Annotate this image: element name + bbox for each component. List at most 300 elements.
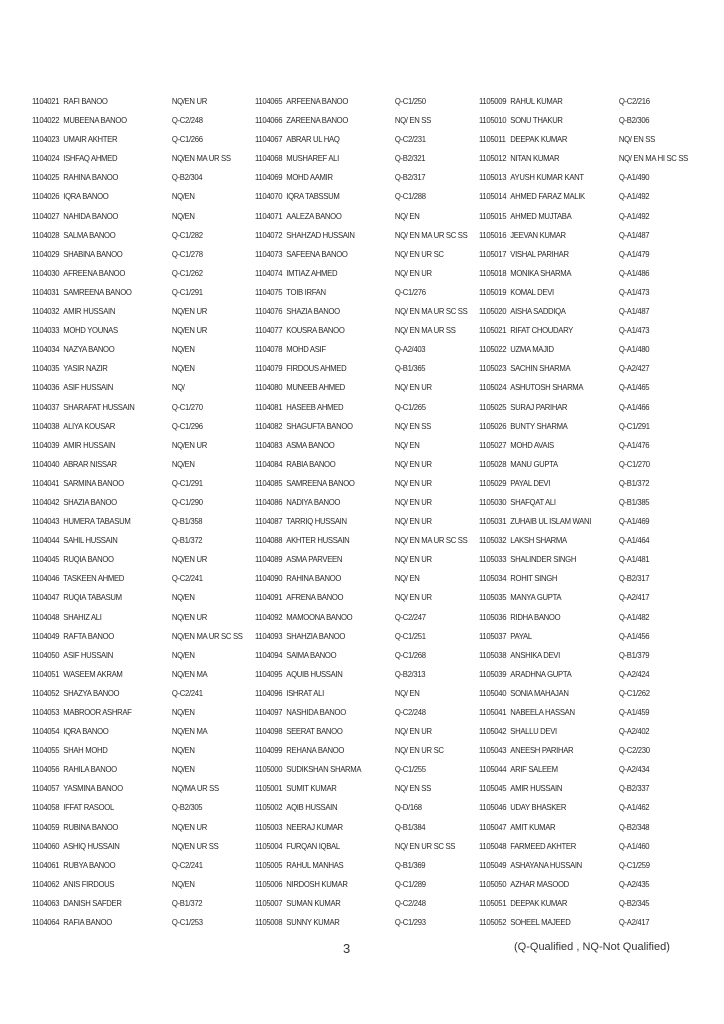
candidate-name: LAKSH SHARMA bbox=[510, 535, 567, 546]
result-status: Q-C1/268 bbox=[394, 649, 426, 660]
result-status: NQ/ EN bbox=[394, 573, 420, 584]
result-status: Q-B1/372 bbox=[618, 477, 650, 488]
candidate-id: 1104026 bbox=[32, 191, 60, 202]
candidate-id: 1104055 bbox=[32, 745, 60, 756]
result-status: NQ/ EN SS bbox=[394, 115, 431, 126]
candidate-id: 1105006 bbox=[255, 878, 283, 889]
result-status: Q-C2/248 bbox=[394, 707, 426, 717]
candidate-name: RUBYA BANOO bbox=[63, 859, 116, 870]
result-status: NQ/ EN UR SC bbox=[394, 745, 444, 756]
candidate-id: 1104050 bbox=[32, 649, 60, 660]
candidate-id: 1104024 bbox=[32, 153, 60, 164]
result-status: NQ/EN bbox=[171, 363, 195, 374]
candidate-name: JEEVAN KUMAR bbox=[510, 229, 566, 240]
candidate-id: 1104083 bbox=[255, 439, 283, 450]
candidate-id: 1104099 bbox=[255, 745, 283, 756]
result-status: Q-A1/476 bbox=[618, 439, 650, 450]
candidate-id: 1105029 bbox=[479, 477, 507, 488]
candidate-id: 1105002 bbox=[255, 802, 283, 813]
candidate-name: MOHD ASIF bbox=[286, 344, 326, 355]
candidate-id: 1104021 bbox=[32, 96, 60, 106]
result-status: Q-C2/241 bbox=[171, 573, 203, 584]
candidate-id: 1105018 bbox=[479, 267, 507, 278]
candidate-name: SACHIN SHARMA bbox=[510, 363, 571, 374]
candidate-name: NAHIDA BANOO bbox=[63, 210, 119, 221]
result-status: NQ/ EN UR bbox=[394, 592, 432, 603]
candidate-id: 1104088 bbox=[255, 535, 283, 546]
candidate-id: 1104086 bbox=[255, 496, 283, 507]
candidate-id: 1104095 bbox=[255, 668, 283, 679]
candidate-name: DEEPAK KUMAR bbox=[510, 897, 568, 908]
candidate-id: 1105023 bbox=[479, 363, 507, 374]
candidate-id: 1105047 bbox=[479, 821, 507, 832]
candidate-name: SONU THAKUR bbox=[510, 115, 563, 126]
candidate-name: SHALINDER SINGH bbox=[510, 554, 577, 565]
result-status: Q-C2/248 bbox=[171, 115, 203, 126]
candidate-name: AALEZA BANOO bbox=[286, 210, 342, 221]
candidate-name: NADIYA BANOO bbox=[286, 496, 341, 507]
candidate-id: 1105026 bbox=[479, 420, 507, 431]
candidate-id: 1104032 bbox=[32, 306, 60, 317]
candidate-name: MUSHAREF ALI bbox=[286, 153, 339, 164]
candidate-name: SAHIL HUSSAIN bbox=[63, 535, 118, 546]
candidate-name: BUNTY SHARMA bbox=[510, 420, 568, 431]
candidate-name: ISHRAT ALI bbox=[286, 687, 324, 698]
result-status: NQ/EN bbox=[171, 649, 195, 660]
candidate-name: AFREENA BANOO bbox=[63, 267, 126, 278]
result-status: Q-A2/427 bbox=[618, 363, 650, 374]
candidate-id: 1105028 bbox=[479, 458, 507, 469]
candidate-name: UDAY BHASKER bbox=[510, 802, 567, 813]
result-status: NQ/ EN SS bbox=[618, 134, 655, 145]
candidate-name: MUBEENA BANOO bbox=[63, 115, 127, 126]
candidate-id: 1105016 bbox=[479, 229, 507, 240]
candidate-name: RAHUL MANHAS bbox=[286, 859, 344, 870]
candidate-name: MANU GUPTA bbox=[510, 458, 558, 469]
candidate-name: ASHAYANA HUSSAIN bbox=[510, 859, 582, 870]
candidate-name: ZUHAIB UL ISLAM WANI bbox=[510, 516, 592, 527]
candidate-name: ASHIQ HUSSAIN bbox=[63, 840, 120, 851]
candidate-id: 1105046 bbox=[479, 802, 507, 813]
result-status: Q-B2/345 bbox=[618, 897, 650, 908]
result-status: Q-A1/473 bbox=[618, 286, 650, 297]
candidate-id: 1105030 bbox=[479, 496, 507, 507]
candidate-name: RAFTA BANOO bbox=[63, 630, 114, 641]
candidate-id: 1104041 bbox=[32, 477, 60, 488]
candidate-name: SHAHIZ ALI bbox=[63, 611, 102, 622]
candidate-id: 1105043 bbox=[479, 745, 507, 756]
candidate-id: 1104062 bbox=[32, 878, 60, 889]
candidate-id: 1104066 bbox=[255, 115, 283, 126]
candidate-id: 1104065 bbox=[255, 96, 283, 106]
candidate-name: MOHD YOUNAS bbox=[63, 325, 118, 336]
candidate-name: RAFIA BANOO bbox=[63, 917, 112, 928]
candidate-id: 1104030 bbox=[32, 267, 60, 278]
candidate-name: IQRA BANOO bbox=[63, 726, 109, 737]
candidate-id: 1104054 bbox=[32, 726, 60, 737]
candidate-name: UZMA MAJID bbox=[510, 344, 554, 355]
candidate-id: 1104029 bbox=[32, 248, 60, 259]
candidate-name: IFFAT RASOOL bbox=[63, 802, 114, 813]
candidate-name: SHAZYA BANOO bbox=[63, 687, 120, 698]
candidate-id: 1104058 bbox=[32, 802, 60, 813]
candidate-id: 1104061 bbox=[32, 859, 60, 870]
candidate-id: 1105031 bbox=[479, 516, 507, 527]
candidate-id: 1105003 bbox=[255, 821, 283, 832]
candidate-name: ASMA BANOO bbox=[286, 439, 335, 450]
result-status: Q-C1/251 bbox=[394, 630, 426, 641]
result-status: Q-B1/358 bbox=[171, 516, 203, 527]
candidate-name: ASIF HUSSAIN bbox=[63, 649, 113, 660]
result-status: Q-A1/480 bbox=[618, 344, 650, 355]
candidate-id: 1105036 bbox=[479, 611, 507, 622]
result-status: Q-A2/403 bbox=[394, 344, 426, 355]
candidate-id: 1105045 bbox=[479, 783, 507, 794]
candidate-name: ARIF SALEEM bbox=[510, 764, 558, 775]
candidate-name: ARFEENA BANOO bbox=[286, 96, 349, 106]
candidate-name: ISHFAQ AHMED bbox=[63, 153, 118, 164]
candidate-name: TASKEEN AHMED bbox=[63, 573, 125, 584]
result-status: NQ/ EN UR bbox=[394, 516, 432, 527]
candidate-name: SAMREENA BANOO bbox=[63, 286, 132, 297]
result-status: NQ/EN MA UR SC SS bbox=[171, 630, 243, 641]
candidate-id: 1104027 bbox=[32, 210, 60, 221]
result-status: Q-B1/385 bbox=[618, 496, 650, 507]
candidate-id: 1104052 bbox=[32, 687, 60, 698]
result-status: Q-C1/255 bbox=[394, 764, 426, 775]
candidate-id: 1104091 bbox=[255, 592, 283, 603]
result-status: Q-A2/402 bbox=[618, 726, 650, 737]
result-status: Q-A1/473 bbox=[618, 325, 650, 336]
result-status: Q-B2/313 bbox=[394, 668, 426, 679]
candidate-name: AQIB HUSSAIN bbox=[286, 802, 338, 813]
candidate-name: ABRAR UL HAQ bbox=[286, 134, 340, 145]
candidate-id: 1105012 bbox=[479, 153, 507, 164]
candidate-id: 1104034 bbox=[32, 344, 60, 355]
candidate-name: IQRA BANOO bbox=[63, 191, 109, 202]
result-status: Q-A1/479 bbox=[618, 248, 650, 259]
candidate-name: IQRA TABSSUM bbox=[286, 191, 340, 202]
candidate-id: 1105013 bbox=[479, 172, 507, 183]
candidate-id: 1105041 bbox=[479, 707, 507, 717]
candidate-id: 1104025 bbox=[32, 172, 60, 183]
candidate-id: 1104081 bbox=[255, 401, 283, 412]
candidate-name: TARRIQ HUSSAIN bbox=[286, 516, 347, 527]
candidate-name: KOUSRA BANOO bbox=[286, 325, 345, 336]
candidate-name: ASHUTOSH SHARMA bbox=[510, 382, 584, 393]
candidate-id: 1105037 bbox=[479, 630, 507, 641]
candidate-name: KOMAL DEVI bbox=[510, 286, 554, 297]
candidate-id: 1105040 bbox=[479, 687, 507, 698]
candidate-name: SEERAT BANOO bbox=[286, 726, 343, 737]
result-status: Q-A1/459 bbox=[618, 707, 650, 717]
candidate-id: 1105011 bbox=[479, 134, 506, 145]
result-status: Q-C1/291 bbox=[171, 477, 203, 488]
candidate-id: 1105034 bbox=[479, 573, 507, 584]
candidate-id: 1104043 bbox=[32, 516, 60, 527]
candidate-name: SHAGUFTA BANOO bbox=[286, 420, 353, 431]
candidate-name: DANISH SAFDER bbox=[63, 897, 122, 908]
result-status: Q-C1/289 bbox=[394, 878, 426, 889]
candidate-name: PAYAL DEVI bbox=[510, 477, 551, 488]
result-status: NQ/EN UR bbox=[171, 96, 207, 106]
result-status: NQ/ EN SS bbox=[394, 783, 431, 794]
result-status: Q-A1/492 bbox=[618, 210, 650, 221]
candidate-id: 1104096 bbox=[255, 687, 283, 698]
result-status: Q-C1/270 bbox=[171, 401, 203, 412]
candidate-id: 1105019 bbox=[479, 286, 507, 297]
candidate-id: 1104079 bbox=[255, 363, 283, 374]
candidate-id: 1105005 bbox=[255, 859, 283, 870]
candidate-name: SHALLU DEVI bbox=[510, 726, 557, 737]
candidate-id: 1104049 bbox=[32, 630, 60, 641]
candidate-id: 1105051 bbox=[479, 897, 507, 908]
candidate-name: RABIA BANOO bbox=[286, 458, 336, 469]
result-status: NQ/ EN bbox=[394, 439, 420, 450]
result-status: NQ/EN UR bbox=[171, 554, 207, 565]
result-status: NQ/ bbox=[171, 382, 185, 393]
result-status: Q-A1/465 bbox=[618, 382, 650, 393]
candidate-name: NEERAJ KUMAR bbox=[286, 821, 343, 832]
result-status: NQ/ EN UR bbox=[394, 496, 432, 507]
result-status: Q-B2/317 bbox=[618, 573, 650, 584]
candidate-name: RAHINA BANOO bbox=[63, 172, 119, 183]
candidate-name: RAHUL KUMAR bbox=[510, 96, 563, 106]
candidate-id: 1105022 bbox=[479, 344, 507, 355]
candidate-name: HUMERA TABASUM bbox=[63, 516, 131, 527]
result-status: Q-C1/265 bbox=[394, 401, 426, 412]
result-status: Q-B2/321 bbox=[394, 153, 426, 164]
candidate-name: PAYAL bbox=[510, 630, 532, 641]
candidate-id: 1104038 bbox=[32, 420, 60, 431]
candidate-name: SAIMA BANOO bbox=[286, 649, 337, 660]
candidate-id: 1105014 bbox=[479, 191, 507, 202]
candidate-name: SOHEEL MAJEED bbox=[510, 917, 571, 928]
candidate-id: 1104045 bbox=[32, 554, 60, 565]
result-status: Q-A1/469 bbox=[618, 516, 650, 527]
candidate-id: 1104028 bbox=[32, 229, 60, 240]
result-status: Q-B1/369 bbox=[394, 859, 426, 870]
candidate-name: SHAZIA BANOO bbox=[63, 496, 117, 507]
candidate-id: 1105000 bbox=[255, 764, 283, 775]
candidate-name: NAZYA BANOO bbox=[63, 344, 115, 355]
candidate-name: SHARAFAT HUSSAIN bbox=[63, 401, 135, 412]
result-status: NQ/ EN MA HI SC SS bbox=[618, 153, 688, 164]
candidate-id: 1105052 bbox=[479, 917, 507, 928]
result-status: Q-A1/460 bbox=[618, 840, 650, 851]
candidate-name: IMTIAZ AHMED bbox=[286, 267, 338, 278]
candidate-id: 1105050 bbox=[479, 878, 507, 889]
candidate-id: 1104080 bbox=[255, 382, 283, 393]
result-status: Q-C1/288 bbox=[394, 191, 426, 202]
candidate-name: ROHIT SINGH bbox=[510, 573, 558, 584]
candidate-id: 1105032 bbox=[479, 535, 507, 546]
candidate-id: 1104068 bbox=[255, 153, 283, 164]
candidate-id: 1104039 bbox=[32, 439, 60, 450]
candidate-name: AQUIB HUSSAIN bbox=[286, 668, 343, 679]
result-status: NQ/ EN MA UR SC SS bbox=[394, 229, 468, 240]
candidate-name: ALIYA KOUSAR bbox=[63, 420, 115, 431]
candidate-name: ANIS FIRDOUS bbox=[63, 878, 115, 889]
candidate-id: 1104046 bbox=[32, 573, 60, 584]
result-status: Q-C1/293 bbox=[394, 917, 426, 928]
candidate-name: MOHD AVAIS bbox=[510, 439, 554, 450]
result-status: NQ/EN bbox=[171, 745, 195, 756]
result-status: Q-B1/379 bbox=[618, 649, 650, 660]
candidate-id: 1104042 bbox=[32, 496, 60, 507]
candidate-id: 1105044 bbox=[479, 764, 507, 775]
result-status: Q-C1/296 bbox=[171, 420, 203, 431]
candidate-name: ASIF HUSSAIN bbox=[63, 382, 113, 393]
result-status: Q-A1/481 bbox=[618, 554, 650, 565]
candidate-name: SHAHZAD HUSSAIN bbox=[286, 229, 355, 240]
result-status: Q-A2/417 bbox=[618, 917, 650, 928]
candidate-name: RAHINA BANOO bbox=[286, 573, 342, 584]
candidate-id: 1104064 bbox=[32, 917, 60, 928]
candidate-id: 1104072 bbox=[255, 229, 283, 240]
candidate-name: SURAJ PARIHAR bbox=[510, 401, 568, 412]
candidate-id: 1105017 bbox=[479, 248, 507, 259]
result-status: NQ/EN bbox=[171, 707, 195, 717]
candidate-id: 1104070 bbox=[255, 191, 283, 202]
candidate-id: 1104022 bbox=[32, 115, 60, 126]
candidate-id: 1104076 bbox=[255, 306, 283, 317]
candidate-id: 1104074 bbox=[255, 267, 283, 278]
candidate-name: DEEPAK KUMAR bbox=[510, 134, 568, 145]
candidate-name: RAHILA BANOO bbox=[63, 764, 117, 775]
candidate-name: YASMINA BANOO bbox=[63, 783, 123, 794]
result-status: Q-A1/487 bbox=[618, 229, 650, 240]
candidate-id: 1105021 bbox=[479, 325, 507, 336]
candidate-id: 1105035 bbox=[479, 592, 507, 603]
candidate-id: 1104031 bbox=[32, 286, 60, 297]
candidate-id: 1105009 bbox=[479, 96, 507, 106]
result-status: Q-D/168 bbox=[394, 802, 422, 813]
candidate-id: 1104035 bbox=[32, 363, 60, 374]
result-status: Q-B1/372 bbox=[171, 535, 203, 546]
candidate-id: 1104087 bbox=[255, 516, 283, 527]
result-status: NQ/ EN UR SC SS bbox=[394, 840, 456, 851]
candidate-name: AMIR HUSSAIN bbox=[63, 439, 116, 450]
result-status: Q-A1/466 bbox=[618, 401, 650, 412]
result-status: Q-B1/372 bbox=[171, 897, 203, 908]
candidate-id: 1105033 bbox=[479, 554, 507, 565]
candidate-id: 1104044 bbox=[32, 535, 60, 546]
candidate-id: 1104073 bbox=[255, 248, 283, 259]
result-status: NQ/EN UR bbox=[171, 306, 207, 317]
result-status: Q-A1/464 bbox=[618, 535, 650, 546]
result-status: Q-C1/262 bbox=[618, 687, 650, 698]
result-status: NQ/EN UR bbox=[171, 325, 207, 336]
result-status: Q-C1/276 bbox=[394, 286, 426, 297]
candidate-name: AMIT KUMAR bbox=[510, 821, 556, 832]
result-status: Q-B2/317 bbox=[394, 172, 426, 183]
candidate-name: AYUSH KUMAR KANT bbox=[510, 172, 584, 183]
candidate-name: RUBINA BANOO bbox=[63, 821, 119, 832]
candidate-id: 1104033 bbox=[32, 325, 60, 336]
result-status: Q-C1/291 bbox=[618, 420, 650, 431]
candidate-name: YASIR NAZIR bbox=[63, 363, 108, 374]
candidate-name: SUMAN KUMAR bbox=[286, 897, 341, 908]
result-status: NQ/MA UR SS bbox=[171, 783, 219, 794]
legend-note: (Q-Qualified , NQ-Not Qualified) bbox=[514, 941, 670, 953]
page-number: 3 bbox=[343, 941, 351, 956]
result-status: NQ/EN bbox=[171, 592, 195, 603]
result-status: NQ/ EN UR SC bbox=[394, 248, 444, 259]
candidate-name: MONIKA SHARMA bbox=[510, 267, 572, 278]
candidate-id: 1105004 bbox=[255, 840, 283, 851]
candidate-id: 1104092 bbox=[255, 611, 283, 622]
result-status: NQ/EN bbox=[171, 458, 195, 469]
result-status: Q-C2/216 bbox=[618, 96, 650, 106]
candidate-id: 1104037 bbox=[32, 401, 60, 412]
result-status: NQ/ EN MA UR SS bbox=[394, 325, 456, 336]
result-status: NQ/ EN MA UR SC SS bbox=[394, 535, 468, 546]
candidate-name: AKHTER HUSSAIN bbox=[286, 535, 350, 546]
candidate-id: 1104051 bbox=[32, 668, 60, 679]
candidate-id: 1104082 bbox=[255, 420, 283, 431]
result-status: Q-A1/486 bbox=[618, 267, 650, 278]
candidate-name: ANSHIKA DEVI bbox=[510, 649, 560, 660]
candidate-name: FURQAN IQBAL bbox=[286, 840, 340, 851]
result-status: Q-A1/462 bbox=[618, 802, 650, 813]
candidate-id: 1104048 bbox=[32, 611, 60, 622]
result-status: Q-C2/241 bbox=[171, 687, 203, 698]
result-status: Q-C2/248 bbox=[394, 897, 426, 908]
result-status: Q-C1/290 bbox=[171, 496, 203, 507]
result-status: NQ/EN MA bbox=[171, 726, 208, 737]
result-status: Q-A1/487 bbox=[618, 306, 650, 317]
result-status: Q-B2/306 bbox=[618, 115, 650, 126]
candidate-name: SARMINA BANOO bbox=[63, 477, 124, 488]
candidate-id: 1105049 bbox=[479, 859, 507, 870]
result-status: NQ/EN UR bbox=[171, 611, 207, 622]
candidate-name: MOHD AAMIR bbox=[286, 172, 333, 183]
result-status: Q-C1/266 bbox=[171, 134, 203, 145]
candidate-id: 1105020 bbox=[479, 306, 507, 317]
candidate-name: NIRDOSH KUMAR bbox=[286, 878, 348, 889]
result-status: Q-A1/490 bbox=[618, 172, 650, 183]
result-status: Q-B2/337 bbox=[618, 783, 650, 794]
candidate-id: 1105024 bbox=[479, 382, 507, 393]
candidate-name: AZHAR MASOOD bbox=[510, 878, 569, 889]
result-status: Q-C1/253 bbox=[171, 917, 203, 928]
candidate-name: MABROOR ASHRAF bbox=[63, 707, 132, 717]
candidate-name: UMAIR AKHTER bbox=[63, 134, 118, 145]
candidate-name: SHAH MOHD bbox=[63, 745, 108, 756]
result-status: Q-C1/278 bbox=[171, 248, 203, 259]
candidate-id: 1104071 bbox=[255, 210, 283, 221]
result-status: Q-B1/365 bbox=[394, 363, 426, 374]
result-status: Q-C1/282 bbox=[171, 229, 203, 240]
result-status: NQ/ EN UR bbox=[394, 726, 432, 737]
candidate-id: 1104093 bbox=[255, 630, 283, 641]
result-status: Q-A2/435 bbox=[618, 878, 650, 889]
candidate-name: FIRDOUS AHMED bbox=[286, 363, 347, 374]
result-status: NQ/ EN SS bbox=[394, 420, 431, 431]
candidate-name: SHAHZIA BANOO bbox=[286, 630, 346, 641]
candidate-name: WASEEM AKRAM bbox=[63, 668, 123, 679]
candidate-name: RUQIA BANOO bbox=[63, 554, 114, 565]
candidate-id: 1105039 bbox=[479, 668, 507, 679]
candidate-name: RUQIA TABASUM bbox=[63, 592, 122, 603]
candidate-id: 1104084 bbox=[255, 458, 283, 469]
candidate-id: 1105008 bbox=[255, 917, 283, 928]
candidate-id: 1104077 bbox=[255, 325, 283, 336]
candidate-name: SHAFQAT ALI bbox=[510, 496, 556, 507]
candidate-name: ARADHNA GUPTA bbox=[510, 668, 572, 679]
result-status: Q-B1/384 bbox=[394, 821, 426, 832]
